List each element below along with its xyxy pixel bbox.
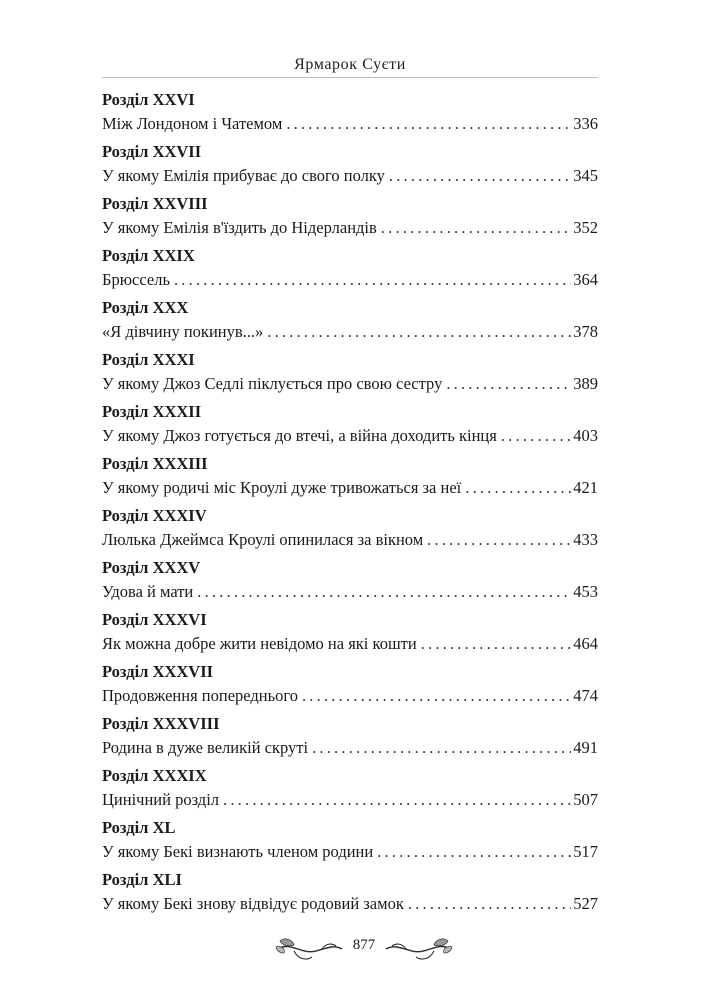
dot-leader [197, 581, 571, 603]
chapter-title: У якому Емілія прибуває до свого полку [102, 166, 385, 185]
toc-line [102, 841, 598, 865]
chapter-title: У якому Емілія в'їздить до Нідерландів [102, 218, 377, 237]
chapter-label: Розділ XXXIV [102, 506, 207, 525]
dot-leader [427, 529, 571, 551]
chapter-label: Розділ XXVII [102, 142, 202, 161]
dot-leader [302, 685, 571, 707]
chapter-label: Розділ XXXVIII [102, 714, 220, 733]
toc-entry [102, 297, 598, 349]
chapter-label: Розділ XXVIII [102, 194, 208, 213]
dot-leader [408, 893, 571, 915]
chapter-label: Розділ XXIX [102, 246, 195, 265]
chapter-label: Розділ XLI [102, 870, 182, 889]
toc-line [102, 165, 598, 189]
page-number: 507 [573, 790, 598, 809]
page-number: 403 [573, 426, 598, 445]
chapter-title: У якому Джоз готується до втечі, а війна доходить кінця [102, 426, 497, 445]
toc-line [102, 217, 598, 241]
header-rule [102, 77, 598, 78]
chapter-label: Розділ XXXVII [102, 662, 214, 681]
chapter-title: Як можна добре жити невідомо на які кошти [102, 634, 417, 653]
toc-entry [102, 609, 598, 661]
page-number: 517 [573, 842, 598, 861]
chapter-title: У якому родичі міс Кроулі дуже тривожаться за неї [102, 478, 462, 497]
page-footer [272, 927, 456, 967]
page-number: 345 [573, 166, 598, 185]
folio-page-number: 877 [352, 937, 376, 953]
toc-line [102, 477, 598, 501]
dot-leader [174, 269, 571, 291]
toc-line [102, 321, 598, 345]
running-title: Ярмарок Суєти [294, 56, 406, 73]
toc-line [102, 633, 598, 657]
toc-line [102, 893, 598, 917]
page-number: 421 [573, 478, 598, 497]
toc-line [102, 425, 598, 449]
toc-entry [102, 193, 598, 245]
page-number: 364 [573, 270, 598, 289]
page-number: 464 [573, 634, 598, 653]
dot-leader [501, 425, 571, 447]
chapter-label: Розділ XXXI [102, 350, 195, 369]
page-number: 527 [573, 894, 598, 913]
chapter-label: Розділ XXX [102, 298, 189, 317]
toc-entry [102, 713, 598, 765]
toc-line [102, 269, 598, 293]
chapter-title: Між Лондоном і Чатемом [102, 114, 283, 133]
table-of-contents [102, 89, 598, 921]
toc-line [102, 373, 598, 397]
dot-leader [267, 321, 571, 343]
toc-entry [102, 817, 598, 869]
toc-entry [102, 661, 598, 713]
page-number: 352 [573, 218, 598, 237]
page-number: 378 [573, 322, 598, 341]
toc-line [102, 789, 598, 813]
toc-entry [102, 505, 598, 557]
toc-entry [102, 557, 598, 609]
chapter-label: Розділ XXXIII [102, 454, 208, 473]
chapter-label: Розділ XXXVI [102, 610, 207, 629]
page-number: 336 [573, 114, 598, 133]
dot-leader [421, 633, 572, 655]
chapter-title: Родина в дуже великій скруті [102, 738, 309, 757]
toc-entry [102, 765, 598, 817]
toc-entry [102, 141, 598, 193]
toc-entry [102, 245, 598, 297]
chapter-title: Брюссель [102, 270, 170, 289]
chapter-title: Удова й мати [102, 582, 194, 601]
dot-leader [465, 477, 571, 499]
toc-entry [102, 453, 598, 505]
dot-leader [223, 789, 571, 811]
toc-line [102, 529, 598, 553]
page-number: 453 [573, 582, 598, 601]
page-number: 433 [573, 530, 598, 549]
dot-leader [389, 165, 571, 187]
toc-line [102, 737, 598, 761]
page-number: 491 [573, 738, 598, 757]
chapter-title: Цинічний розділ [102, 790, 220, 809]
toc-entry [102, 89, 598, 141]
chapter-title: У якому Джоз Седлі піклується про свою сестру [102, 374, 443, 393]
dot-leader [377, 841, 571, 863]
chapter-title: У якому Бекі визнають членом родини [102, 842, 374, 861]
chapter-label: Розділ XXXV [102, 558, 201, 577]
chapter-title: Люлька Джеймса Кроулі опинилася за вікном [102, 530, 424, 549]
chapter-title: Продовження попереднього [102, 686, 298, 705]
dot-leader [286, 113, 571, 135]
toc-entry [102, 869, 598, 921]
toc-entry [102, 401, 598, 453]
chapter-label: Розділ XL [102, 818, 176, 837]
toc-line [102, 581, 598, 605]
dot-leader [446, 373, 571, 395]
chapter-title: «Я дівчину покинув...» [102, 322, 264, 341]
page-number: 389 [573, 374, 598, 393]
chapter-title: У якому Бекі знову відвідує родовий замок [102, 894, 404, 913]
floral-ornament-icon [384, 927, 456, 967]
dot-leader [381, 217, 571, 239]
chapter-label: Розділ XXXII [102, 402, 202, 421]
toc-entry [102, 349, 598, 401]
toc-line [102, 685, 598, 709]
dot-leader [312, 737, 571, 759]
chapter-label: Розділ XXVI [102, 90, 195, 109]
page-number: 474 [573, 686, 598, 705]
chapter-label: Розділ XXXIX [102, 766, 207, 785]
toc-line [102, 113, 598, 137]
